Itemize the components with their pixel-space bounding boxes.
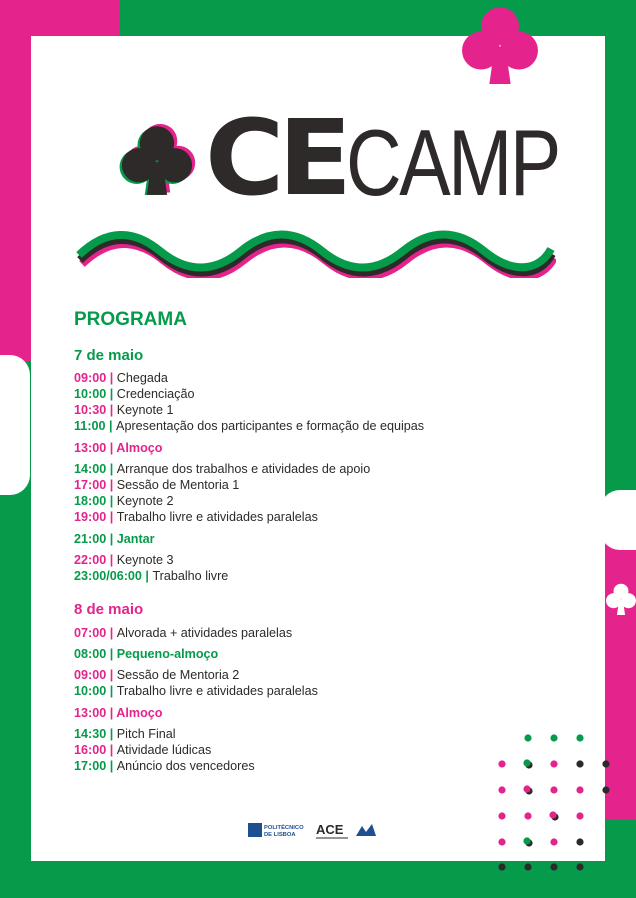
decorative-dot	[576, 786, 583, 793]
partner-logos	[248, 820, 388, 842]
schedule-time: 09:00	[74, 371, 107, 385]
background-white-shape	[0, 355, 30, 495]
schedule-time: 19:00	[74, 510, 107, 524]
schedule-activity: Chegada	[116, 371, 168, 385]
decorative-dot	[550, 863, 557, 870]
schedule-separator: |	[106, 626, 117, 640]
schedule-item	[74, 553, 173, 567]
schedule-separator: |	[106, 403, 117, 417]
schedule-activity: Credenciação	[116, 387, 195, 401]
meal-item	[74, 706, 162, 720]
schedule-item	[74, 684, 318, 698]
schedule-activity: Alvorada + atividades paralelas	[116, 626, 293, 640]
club-icon	[118, 123, 196, 195]
schedule-time: 14:00	[74, 462, 107, 476]
schedule-item	[74, 626, 292, 640]
logo-camp: CAMP	[346, 110, 559, 215]
schedule-separator: |	[106, 668, 117, 682]
schedule-separator: |	[106, 532, 117, 546]
schedule-time: 10:00	[74, 387, 107, 401]
schedule-item	[74, 371, 168, 385]
club-icon	[604, 578, 636, 618]
schedule-activity: Jantar	[116, 532, 155, 546]
schedule-item	[74, 569, 228, 583]
decorative-dot	[576, 863, 583, 870]
meal-item	[74, 647, 218, 661]
background-white-shape-right	[600, 490, 636, 550]
schedule-time: 21:00	[74, 532, 107, 546]
decorative-dot	[550, 786, 557, 793]
schedule-time: 13:00	[74, 706, 107, 720]
schedule-activity: Apresentação dos participantes e formação de equipas	[116, 419, 425, 433]
schedule-item	[74, 743, 211, 757]
schedule-time: 11:00	[74, 419, 106, 433]
decorative-dot	[576, 734, 583, 741]
schedule-time: 14:30	[74, 727, 107, 741]
schedule-separator: |	[106, 743, 117, 757]
schedule-activity: Trabalho livre	[152, 569, 229, 583]
decorative-dot	[523, 837, 530, 844]
decorative-dot	[550, 760, 557, 767]
decorative-dot	[498, 786, 505, 793]
schedule-separator: |	[106, 706, 117, 720]
schedule-separator: |	[106, 759, 117, 773]
schedule-item	[74, 462, 370, 476]
schedule-time: 22:00	[74, 553, 107, 567]
meal-item	[74, 441, 162, 455]
schedule-time: 09:00	[74, 668, 107, 682]
decorative-dot	[576, 812, 583, 819]
day-title: 7 de maio	[74, 347, 144, 364]
decorative-dot	[524, 734, 531, 741]
schedule-separator: |	[106, 727, 117, 741]
schedule-separator: |	[106, 510, 117, 524]
wave-decoration	[72, 222, 556, 278]
schedule-activity: Trabalho livre e atividades paralelas	[116, 684, 318, 698]
schedule-activity: Almoço	[116, 706, 163, 720]
schedule-activity: Pequeno-almoço	[116, 647, 219, 661]
schedule-item	[74, 668, 239, 682]
decorative-dot	[550, 838, 557, 845]
schedule-time: 16:00	[74, 743, 107, 757]
schedule-time: 17:00	[74, 759, 107, 773]
decorative-dot	[523, 759, 530, 766]
schedule-item	[74, 727, 176, 741]
decorative-dot	[498, 812, 505, 819]
schedule-time: 18:00	[74, 494, 107, 508]
partner-emblem-icon	[356, 824, 376, 836]
schedule-item	[74, 387, 194, 401]
decorative-dot	[549, 811, 556, 818]
schedule-item	[74, 403, 173, 417]
page-title: PROGRAMA	[74, 309, 187, 330]
schedule-activity: Keynote 1	[116, 403, 174, 417]
club-icon	[462, 5, 538, 87]
dots-decoration	[496, 734, 616, 874]
schedule-separator: |	[106, 647, 117, 661]
schedule-item	[74, 759, 255, 773]
schedule-time: 10:00	[74, 684, 107, 698]
schedule-separator: |	[106, 478, 117, 492]
decorative-dot	[498, 760, 505, 767]
schedule-separator: |	[106, 387, 117, 401]
decorative-dot	[602, 760, 609, 767]
schedule-activity: Keynote 2	[116, 494, 174, 508]
schedule-time: 17:00	[74, 478, 107, 492]
schedule-separator: |	[105, 419, 117, 433]
decorative-dot	[602, 786, 609, 793]
decorative-dot	[576, 838, 583, 845]
schedule-item	[74, 494, 173, 508]
schedule-separator: |	[106, 462, 117, 476]
schedule-time: 08:00	[74, 647, 107, 661]
decorative-dot	[524, 812, 531, 819]
meal-item	[74, 532, 155, 546]
schedule-activity: Sessão de Mentoria 2	[116, 668, 240, 682]
logo-ace: ACE	[316, 822, 344, 837]
schedule-activity: Sessão de Mentoria 1	[116, 478, 240, 492]
schedule-activity: Almoço	[116, 441, 163, 455]
schedule-time: 23:00/06:00	[74, 569, 142, 583]
schedule-activity: Arranque dos trabalhos e atividades de apoio	[116, 462, 371, 476]
decorative-dot	[550, 734, 557, 741]
decorative-dot	[576, 760, 583, 767]
schedule-activity: Keynote 3	[116, 553, 174, 567]
schedule-separator: |	[106, 441, 117, 455]
logo-politecnico-line1: POLITÉCNICO	[264, 825, 304, 831]
schedule-separator: |	[106, 684, 117, 698]
schedule-time: 07:00	[74, 626, 107, 640]
schedule-activity: Pitch Final	[116, 727, 176, 741]
schedule-activity: Trabalho livre e atividades paralelas	[116, 510, 318, 524]
schedule-time: 10:30	[74, 403, 107, 417]
logo-politecnico-line2: DE LISBOA	[264, 832, 296, 838]
decorative-dot	[524, 863, 531, 870]
schedule-separator: |	[106, 553, 117, 567]
decorative-dot	[523, 785, 530, 792]
schedule-separator: |	[106, 371, 117, 385]
decorative-dot	[498, 863, 505, 870]
schedule-item	[74, 478, 239, 492]
decorative-dot	[498, 838, 505, 845]
day-title: 8 de maio	[74, 601, 144, 618]
schedule-time: 13:00	[74, 441, 107, 455]
schedule-item	[74, 510, 318, 524]
logo-ce: CE	[205, 97, 346, 219]
schedule-item	[74, 419, 424, 433]
schedule-activity: Atividade lúdicas	[116, 743, 212, 757]
schedule-separator: |	[106, 494, 117, 508]
schedule-separator: |	[141, 569, 153, 583]
schedule-activity: Anúncio dos vencedores	[116, 759, 255, 773]
